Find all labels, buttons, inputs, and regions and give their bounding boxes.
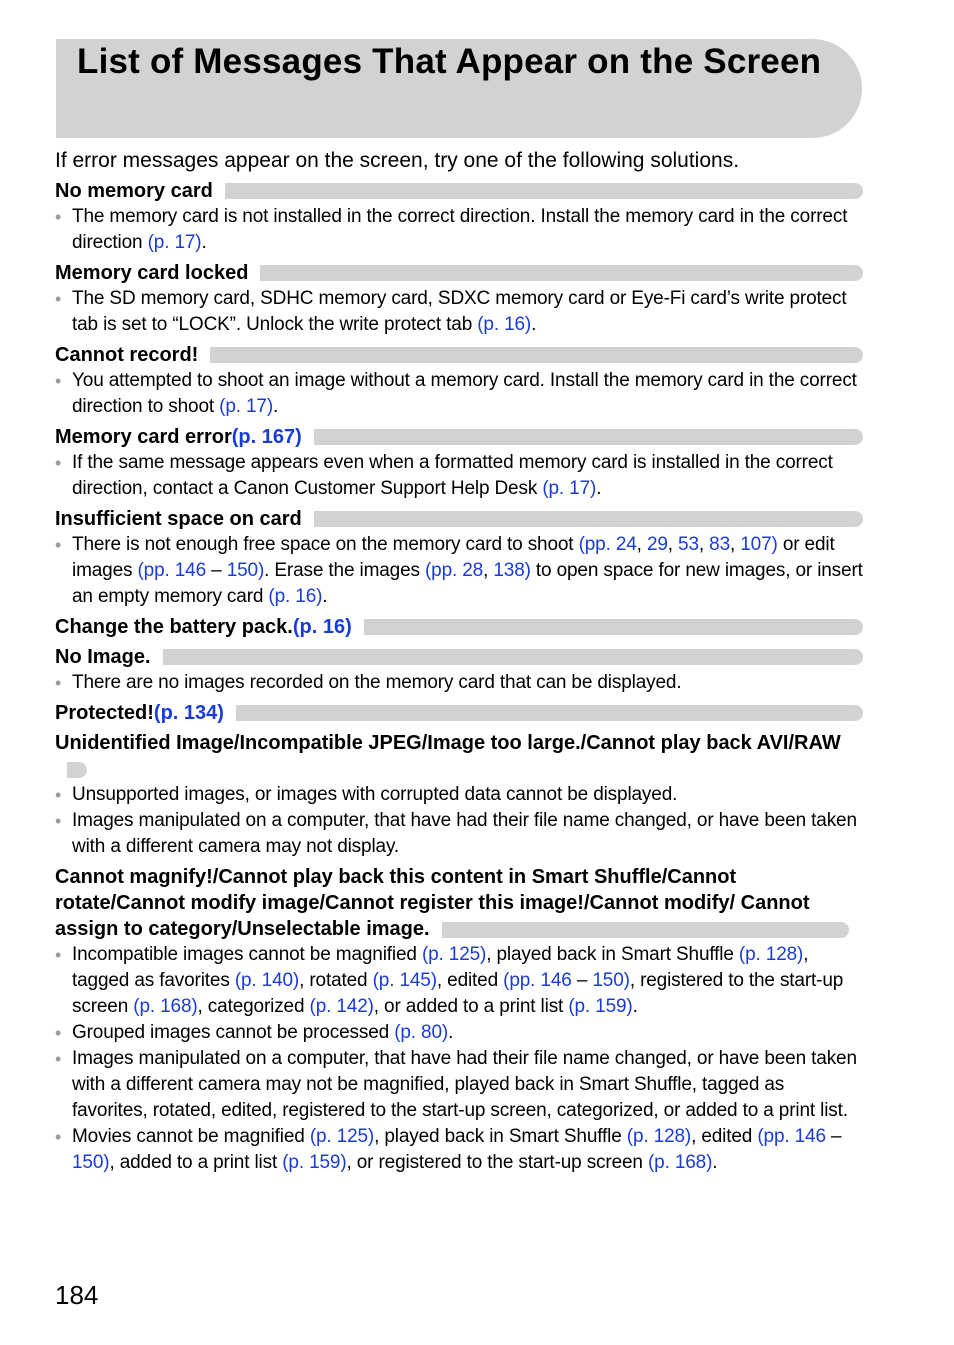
message-heading-text: No memory card	[55, 180, 213, 202]
heading-rule-bar	[364, 619, 863, 635]
bullet-text: , edited	[691, 1126, 758, 1147]
message-heading	[55, 644, 863, 670]
bullet-item	[55, 286, 863, 338]
bullet-item	[55, 450, 863, 502]
page-number: 184	[55, 1280, 99, 1310]
page-reference-link[interactable]: (p. 125)	[309, 1126, 375, 1147]
message-section	[55, 260, 863, 338]
page-reference-link[interactable]: (p. 80)	[394, 1022, 449, 1043]
bullet-text: Images manipulated on a computer, that have had their file name changed, or have been taken with a different camera may not display.	[72, 810, 857, 857]
bullet-list	[55, 782, 863, 860]
bullet-text: There are no images recorded on the memory card that can be displayed.	[72, 672, 682, 693]
page-reference-link[interactable]: (p. 168)	[647, 1152, 713, 1173]
message-heading-text: Protected!	[55, 702, 154, 724]
heading-rule-bar	[225, 183, 863, 199]
bullet-text: –	[825, 1126, 842, 1147]
message-list	[55, 178, 863, 1180]
message-heading	[55, 260, 863, 286]
bullet-text: , or registered to the start-up screen	[346, 1152, 648, 1173]
message-heading	[55, 342, 863, 368]
bullet-item	[55, 808, 863, 860]
page-reference-link[interactable]: 150)	[226, 560, 265, 581]
message-section	[55, 644, 863, 696]
intro-text: If error messages appear on the screen, try one of the following solutions.	[55, 149, 740, 172]
bullet-text: ,	[483, 560, 494, 581]
bullet-text: , categorized	[197, 996, 310, 1017]
bullet-text: Movies cannot be magnified	[72, 1126, 310, 1147]
bullet-list	[55, 368, 863, 420]
message-heading	[55, 730, 863, 782]
page-reference-link[interactable]: 83	[709, 534, 730, 555]
bullet-text: There is not enough free space on the memory card to shoot	[72, 534, 579, 555]
heading-rule-bar	[67, 762, 87, 778]
page-reference-link[interactable]: (p. 168)	[133, 996, 198, 1017]
bullet-text: The SD memory card, SDHC memory card, SDXC memory card or Eye-Fi card’s write protect tab is set to “LOCK”. Unlock the write protect tab	[72, 288, 847, 335]
bullet-list	[55, 204, 863, 256]
bullet-text: Incompatible images cannot be magnified	[72, 944, 422, 965]
bullet-text: If the same message appears even when a formatted memory card is installed in the correct direction, contact a Canon Customer Support Help Desk	[72, 452, 833, 499]
page-reference-link[interactable]: (pp. 146	[757, 1126, 826, 1147]
bullet-text: , played back in Smart Shuffle	[374, 1126, 627, 1147]
bullet-text: .	[632, 996, 638, 1017]
page-reference-link[interactable]: (p. 167)	[231, 426, 302, 448]
page-reference-link[interactable]: (p. 159)	[282, 1152, 347, 1173]
page-reference-link[interactable]: (p. 159)	[568, 996, 633, 1017]
bullet-list	[55, 532, 863, 610]
bullet-text: Images manipulated on a computer, that have had their file name changed, or have been taken with a different camera may not be magnified, played back in Smart Shuffle, tagged as favorites, rotated, edited, registered to the start-up screen, categorized, or added to a print list.	[72, 1048, 857, 1121]
page-reference-link[interactable]: 150)	[72, 1152, 110, 1173]
bullet-text: .	[531, 314, 537, 335]
page-reference-link[interactable]: 107)	[740, 534, 778, 555]
message-heading	[55, 178, 863, 204]
page-reference-link[interactable]: (p. 16)	[292, 616, 352, 638]
bullet-item	[55, 670, 863, 696]
bullet-item	[55, 204, 863, 256]
message-heading-text: Insufficient space on card	[55, 508, 302, 530]
message-section	[55, 864, 863, 1176]
page-reference-link[interactable]: (pp. 28	[424, 560, 484, 581]
bullet-text: The memory card is not installed in the correct direction. Install the memory card in the correct direction	[72, 206, 848, 253]
page-reference-link[interactable]: (p. 17)	[147, 232, 202, 253]
message-section	[55, 614, 863, 640]
page-reference-link[interactable]: 138)	[493, 560, 531, 581]
heading-rule-bar	[163, 649, 863, 665]
bullet-item	[55, 942, 863, 1020]
bullet-item	[55, 1020, 863, 1046]
page-reference-link[interactable]: (p. 16)	[477, 314, 532, 335]
page-reference-link[interactable]: 29	[646, 534, 668, 555]
bullet-list	[55, 942, 863, 1176]
page-reference-link[interactable]: (p. 128)	[626, 1126, 692, 1147]
message-heading-text: Cannot magnify!/Cannot play back this content in Smart Shuffle/Cannot rotate/Cannot modify image/Cannot register this image!/Cannot modify/ Cannot assign to category/Unselectable image.	[55, 866, 810, 940]
page-reference-link[interactable]: (pp. 146	[137, 560, 207, 581]
bullet-text: , tagged as favorites	[72, 944, 809, 991]
page-title: List of Messages That Appear on the Screen	[77, 42, 822, 81]
page-reference-link[interactable]: (p. 17)	[542, 478, 597, 499]
page-reference-link[interactable]: (p. 145)	[372, 970, 437, 991]
heading-rule-bar	[314, 511, 863, 527]
page-reference-link[interactable]: (p. 125)	[421, 944, 487, 965]
bullet-text: , played back in Smart Shuffle	[486, 944, 739, 965]
message-heading-text: Change the battery pack.	[55, 616, 293, 638]
bullet-text: , or added to a print list	[373, 996, 569, 1017]
bullet-text: or edit images	[72, 534, 835, 581]
bullet-list	[55, 286, 863, 338]
message-section	[55, 178, 863, 256]
title-banner	[56, 39, 862, 138]
bullet-text: , registered to the start-up screen	[72, 970, 844, 1017]
bullet-item	[55, 1046, 863, 1124]
bullet-text: Unsupported images, or images with corrupted data cannot be displayed.	[72, 784, 678, 805]
message-section	[55, 342, 863, 420]
message-heading-text: Cannot record!	[55, 344, 199, 366]
bullet-item	[55, 1124, 863, 1176]
message-heading	[55, 700, 863, 726]
bullet-text: .	[596, 478, 602, 499]
bullet-text: ,	[667, 534, 679, 555]
message-heading-text: Memory card error	[55, 426, 232, 448]
page-reference-link[interactable]: (p. 16)	[268, 586, 323, 607]
bullet-text: , edited	[436, 970, 504, 991]
heading-rule-bar	[442, 922, 849, 938]
message-heading-text: Memory card locked	[55, 262, 249, 284]
heading-rule-bar	[210, 347, 863, 363]
heading-rule-bar	[260, 265, 863, 281]
bullet-text: .	[712, 1152, 718, 1173]
message-heading-text: Unidentified Image/Incompatible JPEG/Image too large./Cannot play back AVI/RAW	[55, 732, 841, 754]
bullet-item	[55, 782, 863, 808]
page-reference-link[interactable]: (p. 140)	[234, 970, 300, 991]
message-section	[55, 700, 863, 726]
page-reference-link[interactable]: (p. 134)	[153, 702, 224, 724]
bullet-text: You attempted to shoot an image without a memory card. Install the memory card in the correct direction to shoot	[72, 370, 857, 417]
bullet-text: Grouped images cannot be processed	[72, 1022, 395, 1043]
page-reference-link[interactable]: (p. 17)	[219, 396, 274, 417]
bullet-text: .	[448, 1022, 454, 1043]
page-reference-link[interactable]: 53	[678, 534, 699, 555]
bullet-list	[55, 450, 863, 502]
bullet-list	[55, 670, 863, 696]
message-section	[55, 506, 863, 610]
bullet-text: .	[201, 232, 207, 253]
message-heading	[55, 424, 863, 450]
message-section	[55, 730, 863, 860]
message-heading	[55, 506, 863, 532]
bullet-text: ,	[636, 534, 647, 555]
message-section	[55, 424, 863, 502]
bullet-text: –	[206, 560, 227, 581]
bullet-text: .	[273, 396, 279, 417]
bullet-item	[55, 368, 863, 420]
bullet-text: –	[571, 970, 593, 991]
heading-rule-bar	[314, 429, 863, 445]
bullet-text: , rotated	[299, 970, 373, 991]
page-reference-link[interactable]: (p. 142)	[309, 996, 374, 1017]
message-heading	[55, 864, 863, 942]
page-reference-link[interactable]: 150)	[592, 970, 630, 991]
bullet-text: ,	[730, 534, 741, 555]
page-reference-link[interactable]: (p. 128)	[738, 944, 804, 965]
bullet-text: ,	[698, 534, 710, 555]
bullet-item	[55, 532, 863, 610]
bullet-text: .	[322, 586, 328, 607]
message-heading	[55, 614, 863, 640]
bullet-text: . Erase the images	[264, 560, 425, 581]
bullet-text: to open space for new images, or insert an empty memory card	[72, 560, 863, 607]
page-reference-link[interactable]: (pp. 146	[503, 970, 572, 991]
page-reference-link[interactable]: (pp. 24	[578, 534, 637, 555]
message-heading-text: No Image.	[55, 646, 151, 668]
bullet-text: , added to a print list	[109, 1152, 283, 1173]
heading-rule-bar	[236, 705, 863, 721]
